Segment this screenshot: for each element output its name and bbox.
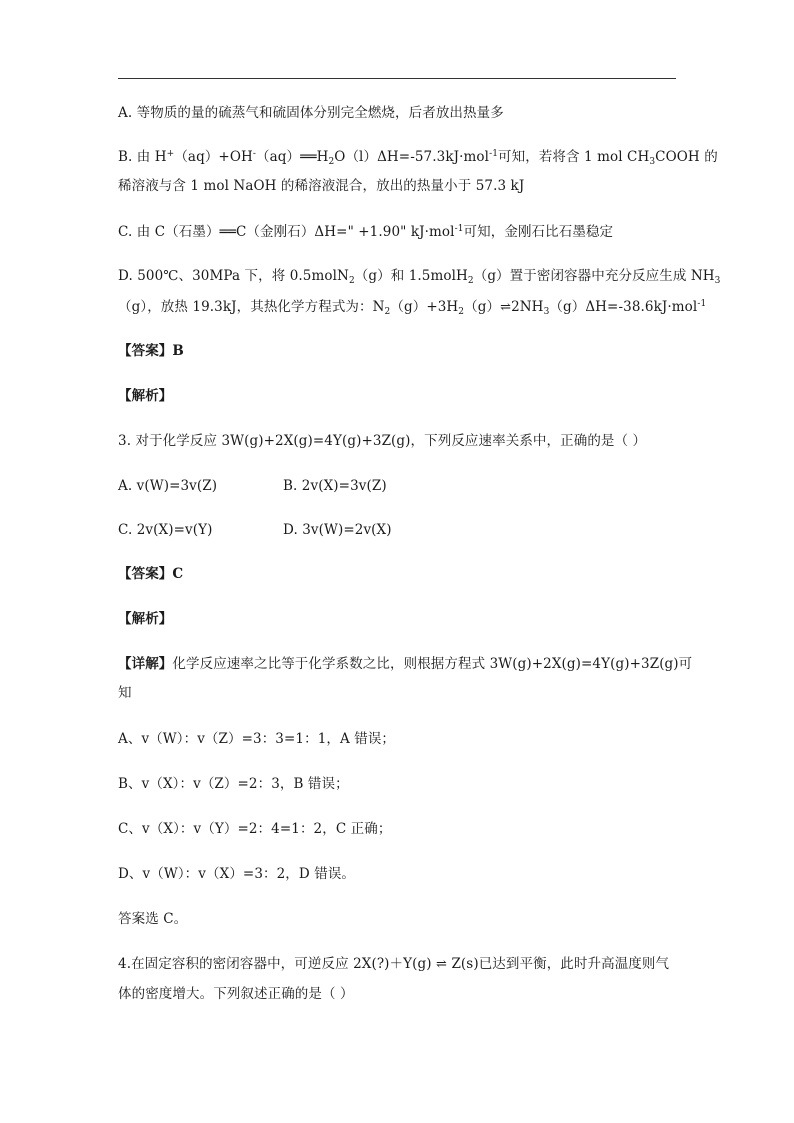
option-a: A. 等物质的量的硫蒸气和硫固体分别完全燃烧，后者放出热量多 (118, 105, 504, 121)
equilibrium-arrow-icon: ⇌ (500, 300, 512, 315)
detail-b: B、v（X）：v（Z）=2：3，B 错误； (118, 776, 349, 792)
q3-options-row1 (118, 477, 387, 495)
q3-options-row2 (118, 521, 392, 539)
question-4-line1: 4.在固定容积的密闭容器中，可逆反应 2X(?)＋Y(g) ⇌ Z(s)已达到平衡，此时升高温度则气 (118, 956, 670, 972)
answer-3: 【答案】C (118, 566, 184, 582)
detail-d: D、v（W）：v（X）=3：2，D 错误。 (118, 866, 356, 882)
option-d-line2: （g），放热 19.3kJ，其热化学方程式为：$N_2(g)+3H_2(g)\rightleftharpoons 2NH_3(g)\Delta H=-38.6kJ\cdot mol^{-1}$ (118, 299, 707, 317)
equilibrium-arrow-icon: ⇌ (436, 957, 448, 972)
detail-line2: 知 (118, 685, 132, 701)
detail-conclusion: 答案选 C。 (118, 911, 188, 927)
detail-a: A、v（W）：v（Z）=3：3=1：1，A 错误； (118, 731, 396, 747)
option-c: C. 由 C（石墨）══C（金刚石）ΔH=" +1.90" kJ·mol$^{-1}$可知，金刚石比石墨稳定 (118, 224, 614, 240)
option-d-line1: D. 500℃、30MPa 下，将 0.5molN$_2$（g）和 1.5molH$_2$（g）置于密闭容器中充分反应生成 $NH_3$ (118, 268, 721, 286)
detail-label: 【详解】 (118, 656, 173, 672)
analysis-2: 【解析】 (118, 388, 173, 404)
q3-option-d: D. 3v(W)=2v(X) (283, 522, 392, 538)
header-rule (118, 78, 676, 79)
detail-c: C、v（X）：v（Y）=2：4=1：2，C 正确； (118, 821, 392, 837)
option-b-line2: 稀溶液与含 1 mol NaOH 的稀溶液混合，放出的热量小于 57.3 kJ (118, 178, 525, 194)
question-4-line2: 体的密度增大。下列叙述正确的是（ ） (118, 986, 354, 1002)
option-b-line1: B. 由 $H^+(aq)+OH^-(aq)══H_2O(l)\Delta H=-57.3kJ\cdot mol^{-1}$可知，若将含 1 mol $CH_3COOH$ 的 (118, 149, 718, 167)
detail-line1: 【详解】化学反应速率之比等于化学系数之比，则根据方程式 3W(g)+2X(g)=4Y(g)+3Z(g)可 (118, 656, 693, 672)
answer-2: 【答案】B (118, 343, 184, 359)
analysis-3: 【解析】 (118, 611, 173, 627)
q3-option-b: B. 2v(X)=3v(Z) (283, 478, 387, 494)
q3-option-c: C. 2v(X)=v(Y) (118, 522, 213, 538)
question-3: 3. 对于化学反应 3W(g)+2X(g)=4Y(g)+3Z(g)，下列反应速率关系中，正确的是（ ） (118, 433, 647, 449)
q3-option-a: A. v(W)=3v(Z) (118, 478, 218, 494)
